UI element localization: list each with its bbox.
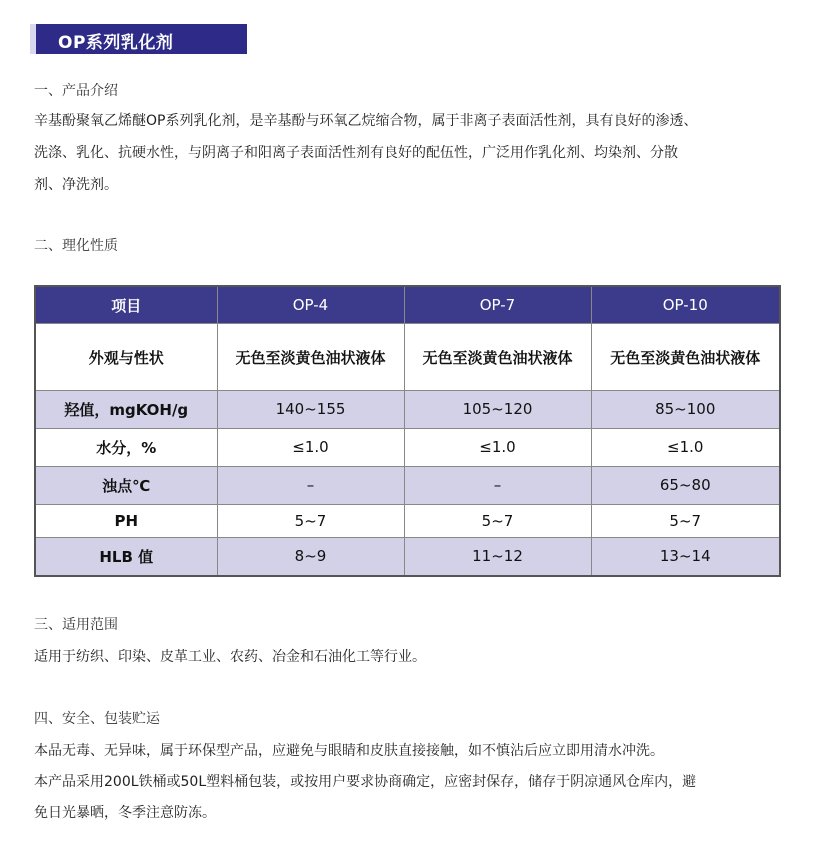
table-cell: HLB 值	[35, 537, 217, 576]
table-cell: –	[404, 466, 591, 504]
intro-line-3: 剂、净洗剂。	[34, 177, 118, 193]
table-row	[35, 428, 780, 466]
table-cell: ≤1.0	[404, 428, 591, 466]
table-cell: PH	[35, 504, 217, 537]
table-row	[35, 466, 780, 504]
table-cell: 140~155	[217, 391, 404, 429]
usage-line-1: 适用于纺织、印染、皮革工业、农药、冶金和石油化工等行业。	[34, 649, 426, 665]
section-heading-safety: 四、安全、包装贮运	[34, 711, 160, 727]
table-cell: 8~9	[217, 537, 404, 576]
table-cell: 65~80	[591, 466, 780, 504]
table-cell: 浊点℃	[35, 466, 217, 504]
table-header-cell: 项目	[35, 286, 217, 324]
table-row	[35, 324, 780, 391]
table-cell: 105~120	[404, 391, 591, 429]
table-header-row	[35, 286, 780, 324]
table-cell: 无色至淡黄色油状液体	[404, 324, 591, 391]
safety-line-1: 本品无毒、无异味，属于环保型产品，应避免与眼睛和皮肤直接接触，如不慎沾后应立即用清水冲洗。	[34, 743, 664, 759]
table-cell: 水分，%	[35, 428, 217, 466]
table-header-cell: OP-7	[404, 286, 591, 324]
page-title-banner	[30, 24, 247, 54]
section-heading-intro: 一、产品介绍	[34, 83, 118, 99]
table-row	[35, 391, 780, 429]
table-row	[35, 537, 780, 576]
page-title: OP系列乳化剂	[58, 33, 174, 53]
table-cell: 5~7	[591, 504, 780, 537]
table-cell: 外观与性状	[35, 324, 217, 391]
table-cell: 13~14	[591, 537, 780, 576]
table-cell: 无色至淡黄色油状液体	[591, 324, 780, 391]
table-cell: 无色至淡黄色油状液体	[217, 324, 404, 391]
table-header-cell: OP-10	[591, 286, 780, 324]
table-cell: ≤1.0	[591, 428, 780, 466]
table-cell: 11~12	[404, 537, 591, 576]
intro-line-1: 辛基酚聚氧乙烯醚OP系列乳化剂，是辛基酚与环氧乙烷缩合物，属于非离子表面活性剂，具有良好的渗透、	[34, 113, 698, 129]
table-header-cell: OP-4	[217, 286, 404, 324]
table-row	[35, 504, 780, 537]
table-cell: –	[217, 466, 404, 504]
safety-line-3: 免日光暴晒，冬季注意防冻。	[34, 805, 216, 821]
table-cell: 羟值，mgKOH/g	[35, 391, 217, 429]
section-heading-properties: 二、理化性质	[34, 238, 118, 254]
table-cell: 85~100	[591, 391, 780, 429]
table-cell: 5~7	[404, 504, 591, 537]
intro-line-2: 洗涤、乳化、抗硬水性，与阴离子和阳离子表面活性剂有良好的配伍性，广泛用作乳化剂、均染剂、分散	[34, 145, 678, 161]
properties-table	[34, 285, 781, 577]
table-cell: 5~7	[217, 504, 404, 537]
table-cell: ≤1.0	[217, 428, 404, 466]
section-heading-usage: 三、适用范围	[34, 617, 118, 633]
safety-line-2: 本产品采用200L铁桶或50L塑料桶包装，或按用户要求协商确定，应密封保存，储存于阴凉通风仓库内，避	[34, 774, 697, 790]
